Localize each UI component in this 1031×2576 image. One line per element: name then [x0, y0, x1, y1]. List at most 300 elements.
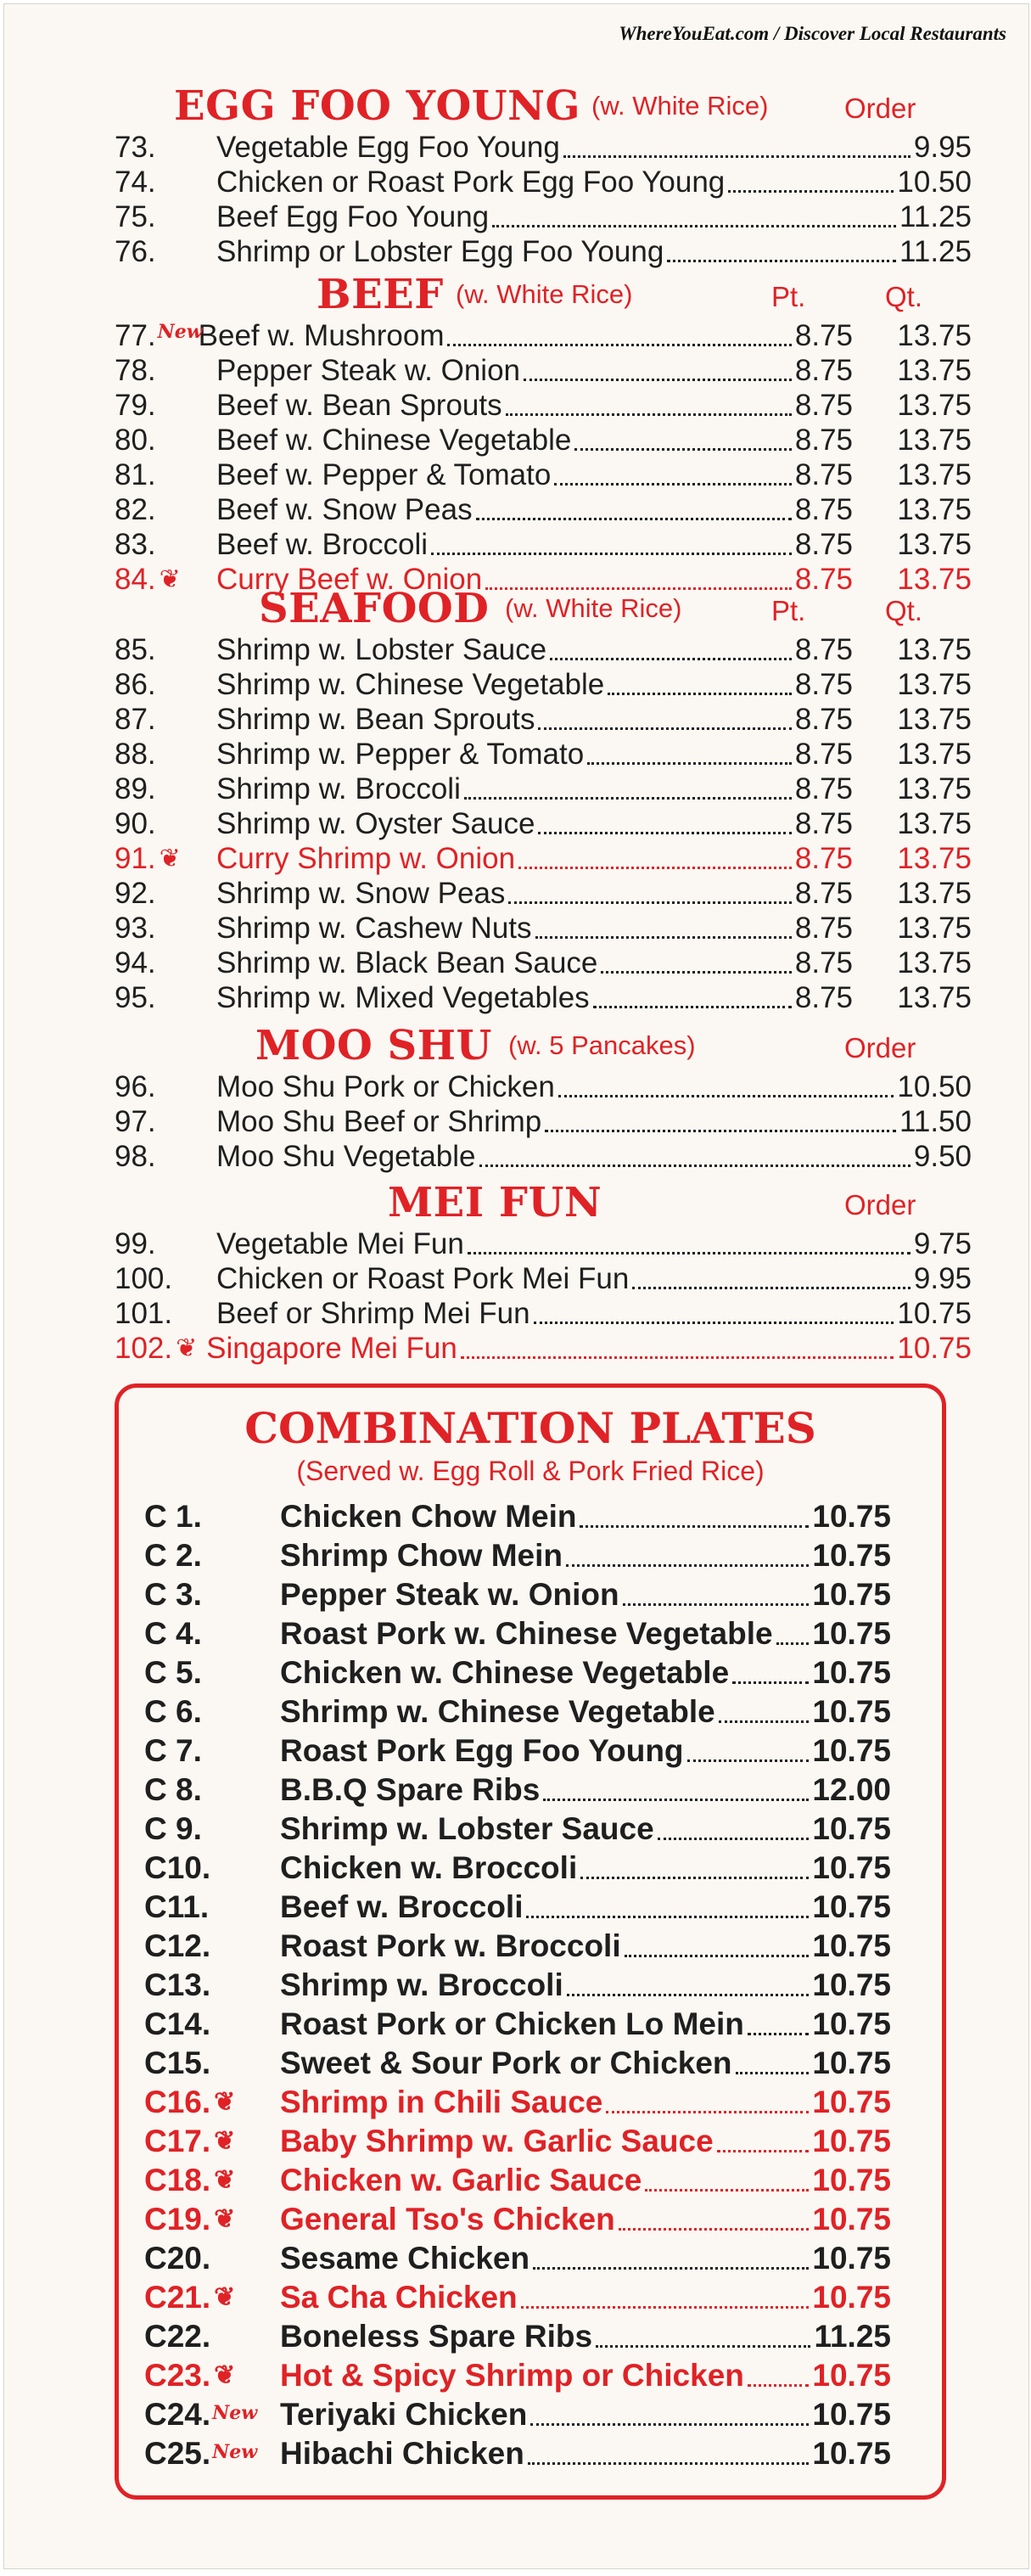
dot-leader — [776, 1642, 810, 1645]
menu-item — [4, 1331, 1028, 1366]
price: 10.75 — [812, 1928, 891, 1963]
price-pint: 8.75 — [794, 668, 853, 701]
dot-leader — [580, 1525, 809, 1528]
item-number: 89. — [115, 772, 156, 805]
item-name: Baby Shrimp w. Garlic Sauce — [280, 2124, 714, 2158]
price-quart: 13.75 — [897, 354, 972, 387]
combo-item — [119, 2201, 942, 2238]
combo-item — [119, 1537, 942, 1574]
price-pint: 8.75 — [794, 738, 853, 771]
price: 10.75 — [812, 2046, 891, 2080]
item-name: Shrimp w. Broccoli — [216, 772, 461, 805]
item-number: 90. — [115, 807, 156, 840]
dot-leader — [479, 1165, 911, 1167]
item-name: Beef w. Pepper & Tomato — [216, 458, 552, 491]
item-number: 88. — [115, 738, 156, 771]
item-number: 75. — [115, 200, 156, 233]
item-number: C21. — [144, 2280, 211, 2315]
item-name: Shrimp w. Oyster Sauce — [216, 807, 535, 840]
section-subtitle: (w. White Rice) — [505, 593, 682, 623]
item-number: C18. — [144, 2163, 211, 2197]
dot-leader — [554, 483, 792, 485]
menu-item — [4, 199, 1028, 234]
item-name: B.B.Q Spare Ribs — [280, 1772, 541, 1807]
price-pint: 8.75 — [794, 842, 853, 875]
dot-leader — [625, 1955, 810, 1957]
price-pint: 8.75 — [794, 703, 853, 736]
price: 12.00 — [812, 1772, 891, 1807]
item-number: C15. — [144, 2046, 211, 2080]
hot-spicy-icon: ❦ — [159, 845, 181, 873]
price-pint: 8.75 — [794, 424, 853, 457]
price: 10.75 — [812, 2124, 891, 2158]
column-order: Order — [844, 1189, 916, 1221]
section-title: EGG FOO YOUNG — [174, 82, 580, 130]
item-number: C25. — [144, 2436, 211, 2471]
menu-item — [4, 980, 1028, 1015]
dot-leader — [687, 1759, 810, 1762]
menu-item — [4, 1261, 1028, 1296]
combo-item — [119, 2357, 942, 2394]
price: 10.75 — [812, 1616, 891, 1651]
section-title: BEEF — [317, 271, 444, 318]
price: 10.75 — [812, 1811, 891, 1846]
dot-leader — [461, 1356, 894, 1359]
price: 10.75 — [812, 1655, 891, 1690]
item-name: Shrimp or Lobster Egg Foo Young — [216, 235, 664, 268]
combo-item — [119, 1654, 942, 1692]
item-number: 91. — [115, 842, 156, 875]
item-number: 78. — [115, 354, 156, 387]
item-number: 97. — [115, 1105, 156, 1138]
item-name: Beef w. Broccoli — [280, 1889, 524, 1924]
price-quart: 13.75 — [897, 389, 972, 422]
item-name: Singapore Mei Fun — [206, 1332, 457, 1365]
price: 10.75 — [897, 1332, 972, 1365]
item-number: 85. — [115, 633, 156, 666]
combo-item — [119, 1928, 942, 1965]
item-name: Curry Beef w. Onion — [216, 563, 483, 596]
price-pint: 8.75 — [794, 633, 853, 666]
combo-item — [119, 1615, 942, 1653]
section-subtitle: (w. White Rice) — [456, 279, 633, 309]
item-number: 98. — [115, 1140, 156, 1173]
price-quart: 13.75 — [897, 912, 972, 945]
menu-item — [4, 1226, 1028, 1261]
item-number: 79. — [115, 389, 156, 422]
item-name: Roast Pork Egg Foo Young — [280, 1733, 684, 1768]
price: 10.75 — [812, 1577, 891, 1612]
column-order: Order — [844, 93, 916, 124]
dot-leader — [601, 971, 791, 974]
price-quart: 13.75 — [897, 772, 972, 805]
dot-leader — [667, 260, 896, 262]
column-pint: Pt. — [771, 595, 806, 626]
price: 10.75 — [812, 2397, 891, 2432]
dot-leader — [468, 1252, 911, 1254]
dot-leader — [533, 2267, 809, 2270]
item-number: 73. — [115, 131, 156, 164]
dot-leader — [658, 1838, 810, 1840]
dot-leader — [563, 155, 911, 158]
menu-item — [4, 702, 1028, 737]
dot-leader — [534, 1322, 894, 1324]
item-name: Shrimp w. Mixed Vegetables — [216, 981, 590, 1014]
item-number: 83. — [115, 528, 156, 561]
hot-spicy-icon: ❦ — [214, 2205, 236, 2233]
price-quart: 13.75 — [897, 703, 972, 736]
price-pint: 8.75 — [794, 528, 853, 561]
menu-item — [4, 388, 1028, 423]
item-number: C14. — [144, 2006, 211, 2041]
item-name: Chicken w. Garlic Sauce — [280, 2163, 642, 2197]
price: 10.75 — [897, 1297, 972, 1330]
item-number: C 4. — [144, 1616, 202, 1651]
dot-leader — [528, 2462, 810, 2465]
hot-spicy-icon: ❦ — [214, 2283, 236, 2311]
column-quart: Qt. — [885, 595, 923, 626]
item-name: Vegetable Mei Fun — [216, 1227, 464, 1260]
item-name: Sesame Chicken — [280, 2241, 530, 2276]
price: 10.75 — [812, 2436, 891, 2471]
item-name: Chicken w. Chinese Vegetable — [280, 1655, 730, 1690]
price: 11.50 — [899, 1105, 972, 1138]
menu-item — [4, 457, 1028, 492]
dot-leader — [476, 518, 792, 520]
price: 10.75 — [812, 1889, 891, 1924]
menu-page — [3, 3, 1029, 2569]
section-header — [4, 1019, 1028, 1069]
section-header — [4, 581, 1028, 632]
price-quart: 13.75 — [897, 877, 972, 910]
item-number: 96. — [115, 1070, 156, 1103]
price-pint: 8.75 — [794, 389, 853, 422]
item-name: Beef or Shrimp Mei Fun — [216, 1297, 530, 1330]
price-quart: 13.75 — [897, 563, 972, 596]
item-number: 84. — [115, 563, 156, 596]
item-name: Shrimp w. Lobster Sauce — [280, 1811, 654, 1846]
item-name: Beef w. Chinese Vegetable — [216, 424, 572, 457]
menu-item — [4, 876, 1028, 911]
item-number: 95. — [115, 981, 156, 1014]
price-quart: 13.75 — [897, 946, 972, 979]
dot-leader — [545, 1130, 896, 1132]
dot-leader — [526, 1916, 809, 1918]
item-name: Moo Shu Pork or Chicken — [216, 1070, 555, 1103]
menu-item — [4, 806, 1028, 841]
price-pint: 8.75 — [794, 458, 853, 491]
column-quart: Qt. — [885, 281, 923, 312]
price-quart: 13.75 — [897, 458, 972, 491]
item-name: Shrimp Chow Mein — [280, 1538, 563, 1573]
price-quart: 13.75 — [897, 981, 972, 1014]
combination-plates-box — [115, 1383, 946, 2500]
price-quart: 13.75 — [897, 528, 972, 561]
hot-spicy-icon: ❦ — [214, 2127, 236, 2155]
section-beef — [4, 267, 1028, 597]
item-name: Moo Shu Beef or Shrimp — [216, 1105, 542, 1138]
dot-leader — [530, 2423, 809, 2426]
dot-leader — [508, 901, 791, 904]
section-header — [4, 1176, 1028, 1226]
price: 9.95 — [913, 1262, 972, 1295]
price: 9.95 — [913, 131, 972, 164]
item-name: Sa Cha Chicken — [280, 2280, 518, 2315]
menu-item — [4, 423, 1028, 457]
item-name: Beef Egg Foo Young — [216, 200, 490, 233]
section-seafood — [4, 581, 1028, 1015]
combo-item — [119, 1693, 942, 1731]
price: 9.50 — [913, 1140, 972, 1173]
item-number: C23. — [144, 2358, 211, 2393]
item-number: 92. — [115, 877, 156, 910]
menu-item — [4, 772, 1028, 806]
combo-item — [119, 2396, 942, 2433]
combo-item — [119, 2318, 942, 2355]
dot-leader — [580, 1877, 809, 1879]
item-number: 76. — [115, 235, 156, 268]
dot-leader — [748, 2033, 810, 2035]
item-number: C 5. — [144, 1655, 202, 1690]
hot-spicy-icon: ❦ — [176, 1334, 198, 1362]
section-header — [4, 79, 1028, 130]
price: 11.25 — [899, 200, 972, 233]
price: 10.75 — [812, 1967, 891, 2002]
price-quart: 13.75 — [897, 493, 972, 526]
menu-item — [4, 667, 1028, 702]
price: 10.75 — [812, 2202, 891, 2236]
price: 10.75 — [812, 1499, 891, 1534]
new-badge: New — [212, 2402, 258, 2424]
item-name: Chicken or Roast Pork Egg Foo Young — [216, 166, 726, 199]
item-number: 82. — [115, 493, 156, 526]
price: 10.75 — [812, 2241, 891, 2276]
section-mei-fun — [4, 1176, 1028, 1366]
combo-item — [119, 1732, 942, 1770]
menu-item — [4, 234, 1028, 269]
item-number: 86. — [115, 668, 156, 701]
combo-item — [119, 2123, 942, 2160]
item-name: Shrimp w. Chinese Vegetable — [216, 668, 605, 701]
new-badge: New — [157, 321, 203, 343]
item-number: C 2. — [144, 1538, 202, 1573]
item-number: 87. — [115, 703, 156, 736]
price-pint: 8.75 — [794, 563, 853, 596]
section-egg-foo-young — [4, 79, 1028, 269]
section-subtitle: (w. White Rice) — [591, 91, 769, 121]
item-name: Curry Shrimp w. Onion — [216, 842, 516, 875]
price-quart: 13.75 — [897, 424, 972, 457]
menu-item — [4, 1104, 1028, 1139]
dot-leader — [623, 1603, 810, 1606]
dot-leader — [431, 553, 792, 555]
menu-item — [4, 632, 1028, 667]
menu-item — [4, 911, 1028, 946]
combo-item — [119, 1498, 942, 1535]
item-number: 74. — [115, 166, 156, 199]
price-pint: 8.75 — [794, 981, 853, 1014]
item-number: 77. — [115, 319, 156, 352]
price-quart: 13.75 — [897, 668, 972, 701]
item-name: Shrimp w. Snow Peas — [216, 877, 506, 910]
item-number: 94. — [115, 946, 156, 979]
price: 10.75 — [812, 2163, 891, 2197]
combo-item — [119, 1967, 942, 2004]
price: 11.25 — [814, 2319, 891, 2354]
price: 10.75 — [812, 1538, 891, 1573]
item-name: Beef w. Bean Sprouts — [216, 389, 502, 422]
item-name: Sweet & Sour Pork or Chicken — [280, 2046, 732, 2080]
dot-leader — [566, 1564, 809, 1567]
price: 10.75 — [812, 1733, 891, 1768]
menu-item — [4, 165, 1028, 199]
dot-leader — [538, 727, 791, 730]
item-number: 80. — [115, 424, 156, 457]
section-title: MOO SHU — [255, 1022, 492, 1069]
price-pint: 8.75 — [794, 354, 853, 387]
dot-leader — [728, 190, 894, 193]
column-order: Order — [844, 1032, 916, 1064]
price: 10.75 — [812, 2085, 891, 2119]
item-number: C24. — [144, 2397, 211, 2432]
item-name: Teriyaki Chicken — [280, 2397, 528, 2432]
combo-item — [119, 2279, 942, 2316]
price-pint: 8.75 — [794, 493, 853, 526]
combo-item — [119, 1849, 942, 1887]
item-list — [4, 632, 1028, 1015]
item-number: C 9. — [144, 1811, 202, 1846]
price-pint: 8.75 — [794, 772, 853, 805]
combo-item — [119, 2162, 942, 2199]
item-number: C12. — [144, 1928, 211, 1963]
item-number: C20. — [144, 2241, 211, 2276]
section-header — [4, 267, 1028, 318]
menu-item — [4, 1069, 1028, 1104]
dot-leader — [518, 867, 792, 869]
item-number: C 8. — [144, 1772, 202, 1807]
dot-leader — [464, 797, 792, 800]
dot-leader — [645, 2189, 809, 2192]
item-name: Shrimp w. Pepper & Tomato — [216, 738, 585, 771]
section-title: SEAFOOD — [259, 585, 490, 632]
price: 10.75 — [812, 2358, 891, 2393]
dot-leader — [593, 1006, 792, 1008]
price: 10.75 — [812, 2280, 891, 2315]
section-subtitle: (Served w. Egg Roll & Pork Fried Rice) — [296, 1456, 765, 1486]
dot-leader — [506, 413, 792, 416]
price-quart: 13.75 — [897, 842, 972, 875]
item-list — [4, 130, 1028, 269]
menu-item — [4, 1139, 1028, 1174]
price: 10.75 — [812, 1850, 891, 1885]
dot-leader — [608, 693, 792, 695]
menu-item — [4, 946, 1028, 980]
item-number: 99. — [115, 1227, 156, 1260]
dot-leader — [748, 2384, 810, 2387]
dot-leader — [732, 1681, 809, 1684]
combo-item — [119, 1810, 942, 1848]
combo-item — [119, 2240, 942, 2277]
hot-spicy-icon: ❦ — [159, 565, 181, 593]
item-number: C13. — [144, 1967, 211, 2002]
price-pint: 8.75 — [794, 807, 853, 840]
price: 9.75 — [913, 1227, 972, 1260]
item-number: 101. — [115, 1297, 173, 1330]
menu-item — [4, 1296, 1028, 1331]
dot-leader — [538, 832, 791, 834]
dot-leader — [596, 2345, 810, 2348]
dot-leader — [606, 2111, 809, 2113]
combo-item — [119, 2045, 942, 2082]
item-name: Roast Pork w. Broccoli — [280, 1928, 621, 1963]
menu-item — [4, 737, 1028, 772]
price: 10.50 — [897, 166, 972, 199]
price: 10.75 — [812, 2006, 891, 2041]
menu-item — [4, 130, 1028, 165]
dot-leader — [550, 658, 792, 660]
price: 11.25 — [899, 235, 972, 268]
menu-item — [4, 318, 1028, 353]
dot-leader — [543, 1799, 809, 1801]
item-name: Pepper Steak w. Onion — [280, 1577, 619, 1612]
section-subtitle: (w. 5 Pancakes) — [508, 1030, 696, 1060]
dot-leader — [447, 344, 791, 346]
hot-spicy-icon: ❦ — [214, 2166, 236, 2194]
item-name: Shrimp in Chili Sauce — [280, 2085, 603, 2119]
dot-leader — [524, 379, 792, 381]
combo-item — [119, 2084, 942, 2121]
item-name: Beef w. Broccoli — [216, 528, 428, 561]
item-name: Boneless Spare Ribs — [280, 2319, 593, 2354]
item-number: 93. — [115, 912, 156, 945]
section-title: COMBINATION PLATES — [244, 1403, 816, 1453]
dot-leader — [574, 448, 792, 451]
price-quart: 13.75 — [897, 319, 972, 352]
price-pint: 8.75 — [794, 912, 853, 945]
item-number: C 1. — [144, 1499, 202, 1534]
item-number: 100. — [115, 1262, 173, 1295]
price-quart: 13.75 — [897, 738, 972, 771]
item-name: Shrimp w. Bean Sprouts — [216, 703, 535, 736]
item-name: General Tso's Chicken — [280, 2202, 615, 2236]
item-name: Shrimp w. Chinese Vegetable — [280, 1694, 715, 1729]
combo-item — [119, 2006, 942, 2043]
dot-leader — [521, 2306, 810, 2309]
menu-item — [4, 353, 1028, 388]
combo-item — [119, 1771, 942, 1809]
item-name: Hot & Spicy Shrimp or Chicken — [280, 2358, 744, 2393]
item-name: Shrimp w. Lobster Sauce — [216, 633, 547, 666]
item-number: C16. — [144, 2085, 211, 2119]
dot-leader — [632, 1287, 911, 1289]
combo-item — [119, 2435, 942, 2472]
hot-spicy-icon: ❦ — [214, 2361, 236, 2389]
item-number: C 3. — [144, 1577, 202, 1612]
item-name: Moo Shu Vegetable — [216, 1140, 476, 1173]
price-quart: 13.75 — [897, 633, 972, 666]
item-list — [4, 1069, 1028, 1174]
price-pint: 8.75 — [794, 877, 853, 910]
price-pint: 8.75 — [794, 946, 853, 979]
section-moo-shu — [4, 1019, 1028, 1174]
dot-leader — [558, 1095, 894, 1097]
item-list — [4, 318, 1028, 597]
item-number: C11. — [144, 1889, 210, 1924]
item-name: Hibachi Chicken — [280, 2436, 524, 2471]
item-number: C 6. — [144, 1694, 202, 1729]
item-name: Beef w. Mushroom — [198, 319, 445, 352]
item-number: C17. — [144, 2124, 211, 2158]
